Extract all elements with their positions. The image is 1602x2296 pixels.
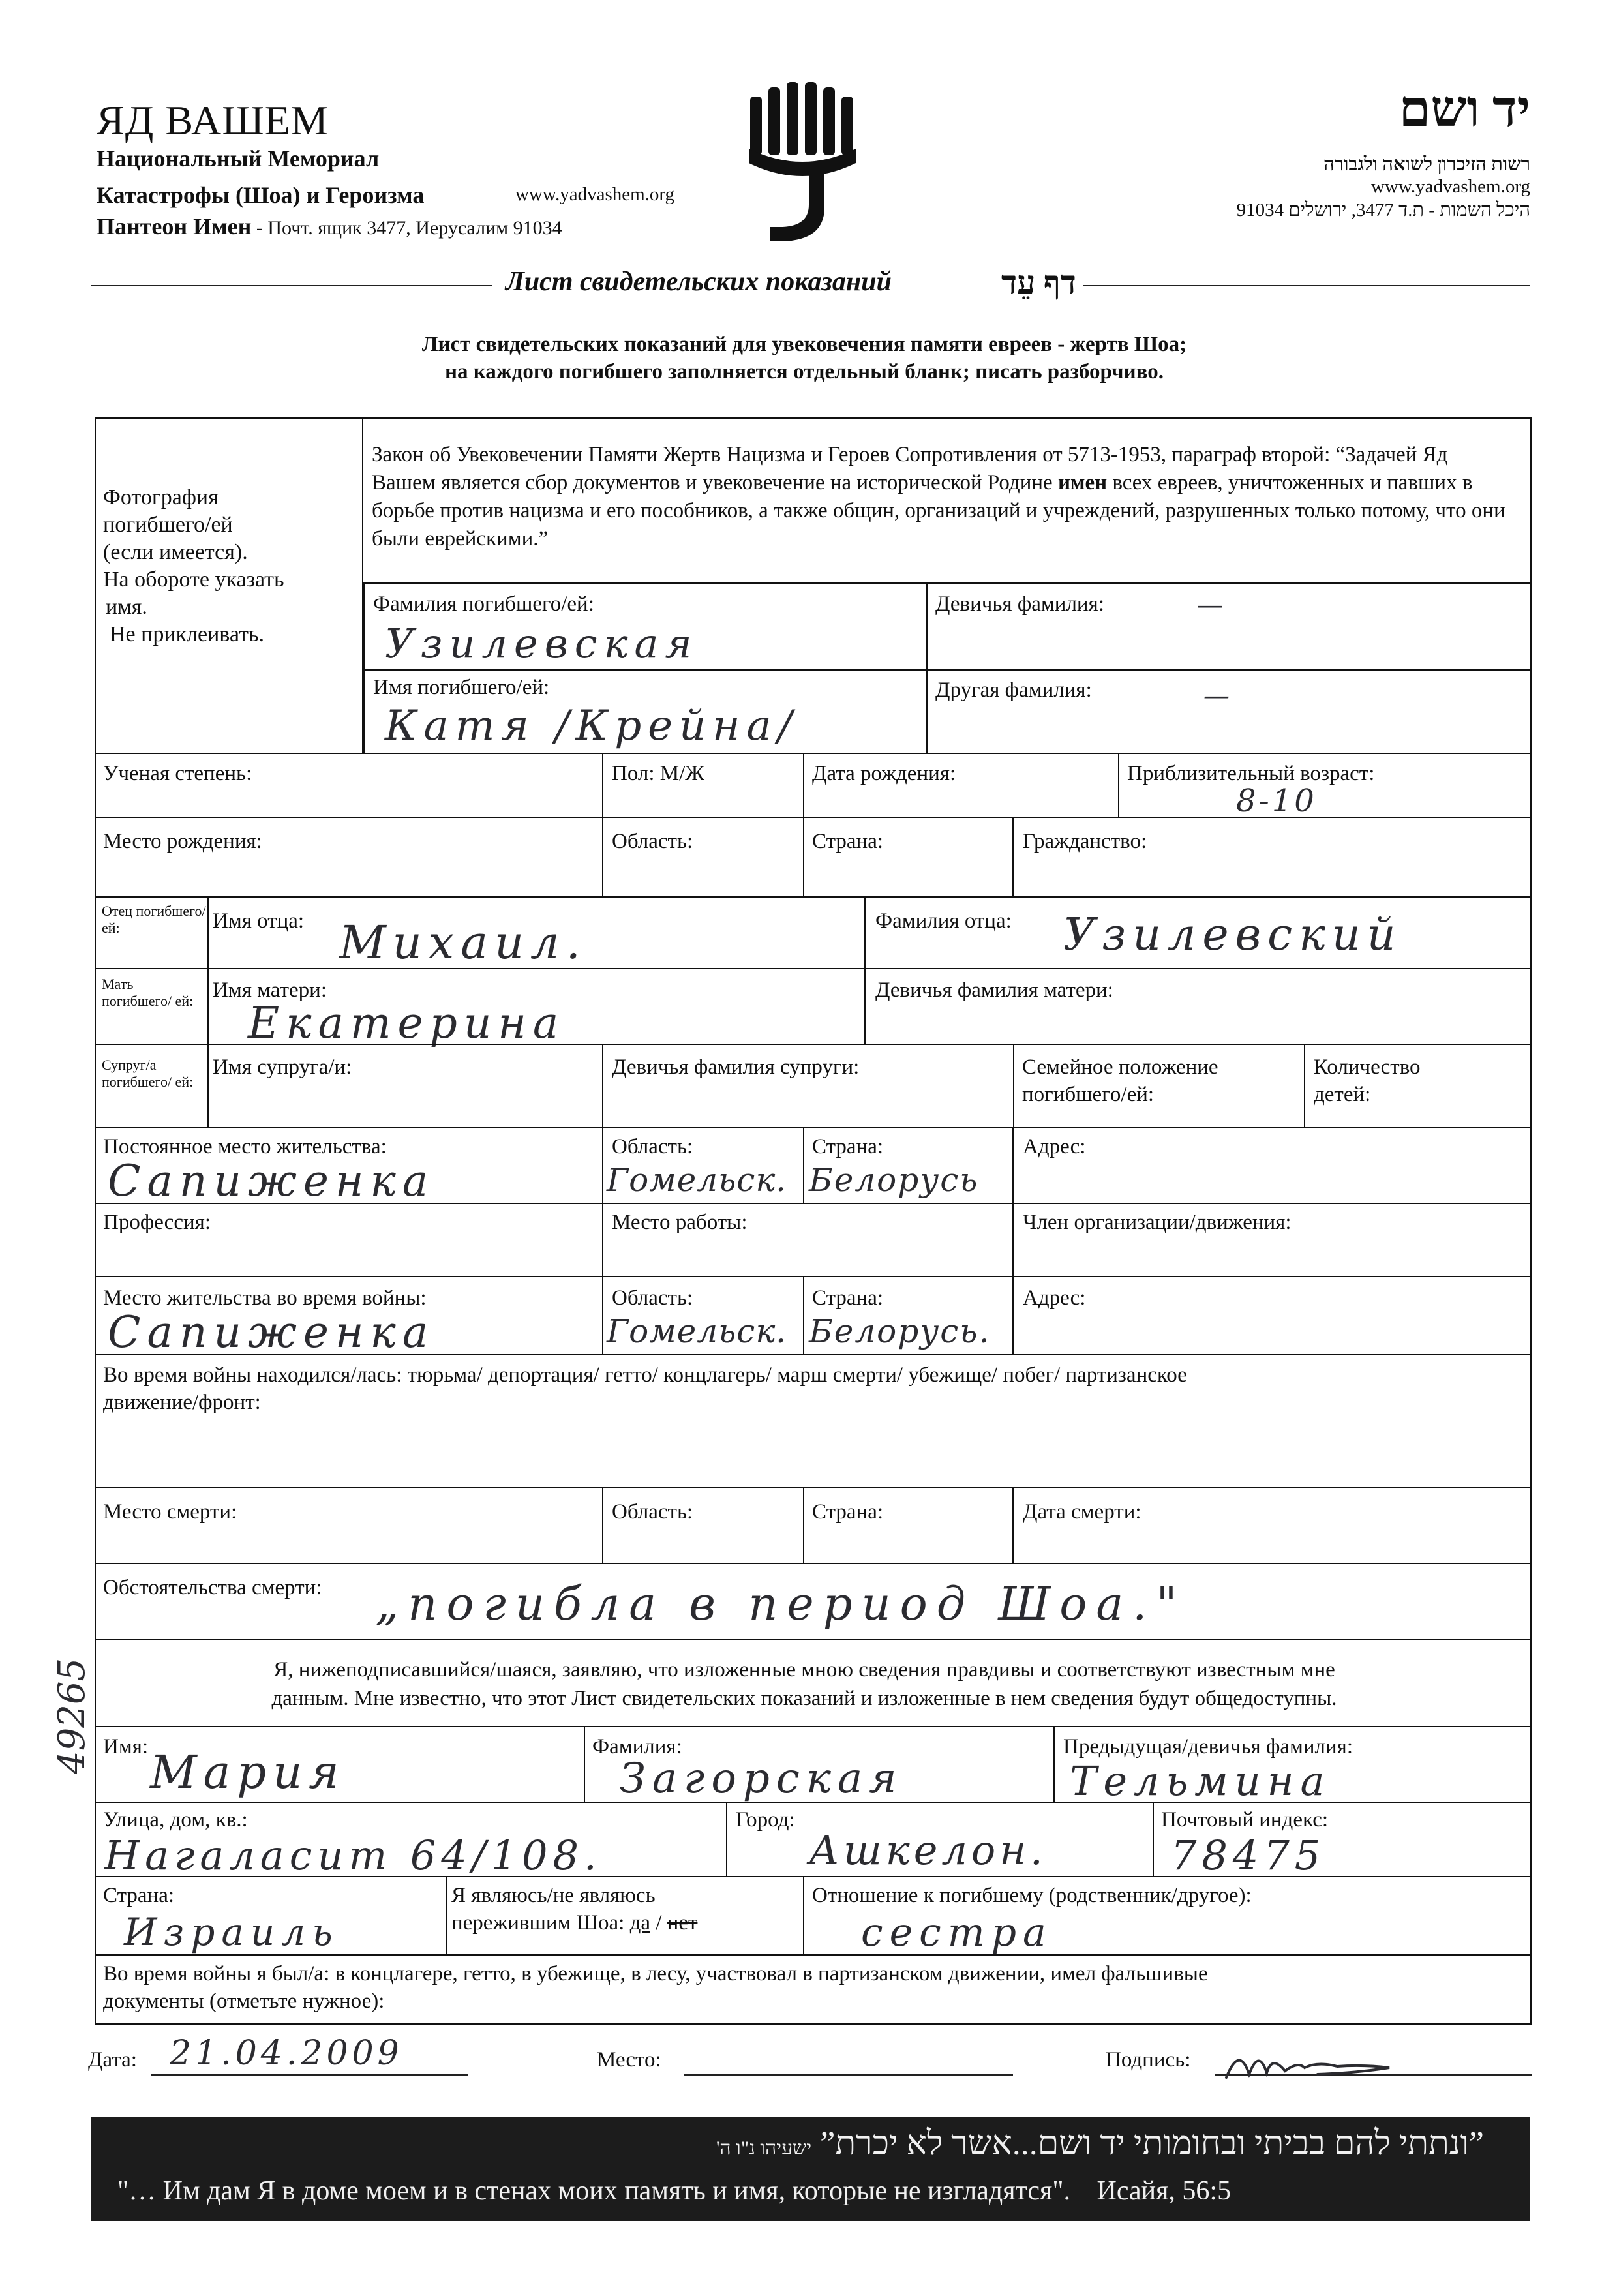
- death-date-label: Дата смерти:: [1023, 1500, 1141, 1524]
- photo-line-3: (если имеется).: [103, 540, 248, 564]
- submitter-zip-value[interactable]: 78475: [1171, 1832, 1326, 1879]
- organization-label: Член организации/движения:: [1023, 1211, 1292, 1234]
- birth-country-cell[interactable]: [803, 817, 1014, 898]
- declaration-text: [97, 1655, 1512, 1713]
- photo-line-6: Не приклеивать.: [110, 622, 264, 646]
- residence-region-value[interactable]: Гомельск.: [607, 1161, 787, 1199]
- footer-ru-source: Исайя, 56:5: [1096, 2176, 1232, 2206]
- age-value[interactable]: 8-10: [1236, 783, 1317, 819]
- spouse-name-label: Имя супруга/и:: [213, 1055, 352, 1079]
- marital-status-label-1: Семейное положение: [1022, 1055, 1218, 1079]
- relation-label: Отношение к погибшему (родственник/другое):: [812, 1884, 1252, 1907]
- survivor-yes-option[interactable]: да: [629, 1911, 650, 1935]
- photo-line-2: погибшего/ей: [103, 513, 233, 537]
- survivor-label-2: [451, 1911, 697, 1935]
- date-label: Дата:: [88, 2048, 137, 2072]
- law-text-before: Закон об Увековечении Памяти Жертв Нацизма и Героев Сопротивления от 5713-1953, параграф второй: “Задачей Яд Вашем является сбор документов и увековечение на исторической Родине: [372, 443, 1448, 494]
- header-ru-line1: Национальный Мемориал: [97, 145, 380, 172]
- spouse-maiden-label: Девичья фамилия супруги:: [612, 1055, 860, 1079]
- instruction-line2: на каждого погибшего заполняется отдельный бланк; писать разборчиво.: [444, 360, 1164, 384]
- death-region-cell[interactable]: [602, 1487, 804, 1564]
- victim-name-value[interactable]: Катя /Крейна/: [385, 702, 799, 750]
- submitter-name-value[interactable]: Мария: [150, 1745, 346, 1799]
- submitter-street-label: Улица, дом, кв.:: [103, 1808, 248, 1832]
- birthdate-label: Дата рождения:: [812, 762, 956, 785]
- photo-line-1: Фотография: [103, 485, 219, 509]
- footer-band: [91, 2117, 1530, 2221]
- yad-vashem-logo: [744, 77, 861, 247]
- victim-maiden-value[interactable]: —: [1197, 590, 1223, 620]
- law-text-bold: имен: [1057, 471, 1108, 494]
- header-ru-line3-bold: Пантеон Имен: [97, 213, 252, 239]
- death-country-label: Страна:: [812, 1500, 884, 1524]
- relation-value[interactable]: сестра: [861, 1910, 1053, 1956]
- date-value[interactable]: 21.04.2009: [170, 2034, 403, 2073]
- submitter-wartime-line2: документы (отметьте нужное):: [103, 1989, 385, 2013]
- residence-country-value[interactable]: Белорусь: [809, 1161, 979, 1199]
- header-he-title: יד ושם: [1398, 80, 1530, 137]
- footer-he-source: ישעיהו נ"ו ה': [716, 2137, 812, 2159]
- war-status-line1: Во время войны находился/лась: тюрьма/ депортация/ гетто/ концлагерь/ марш смерти/ убежище/ побег/ партизанское: [103, 1363, 1187, 1387]
- sex-label: Пол: М/Ж: [612, 762, 704, 785]
- marital-status-label-2: погибшего/ей:: [1022, 1083, 1155, 1106]
- submitter-prev-value[interactable]: Тельмина: [1070, 1757, 1331, 1805]
- submitter-city-label: Город:: [736, 1808, 795, 1832]
- title-divider-right: [1083, 285, 1530, 286]
- death-circumstances-label: Обстоятельства смерти:: [103, 1576, 322, 1599]
- survivor-separator: /: [650, 1911, 667, 1935]
- war-region-value[interactable]: Гомельск.: [607, 1312, 787, 1350]
- photo-instructions: [103, 484, 351, 648]
- submitter-country-value[interactable]: Израиль: [124, 1910, 339, 1954]
- declaration-line2: данным. Мне известно, что этот Лист свидетельских показаний и изложенные в нем сведения будут общедоступны.: [271, 1687, 1337, 1710]
- header-ru-line2: Катастрофы (Шоа) и Героизма: [97, 182, 425, 208]
- residence-country-label: Страна:: [812, 1135, 884, 1158]
- residence-label: Постоянное место жительства:: [103, 1135, 387, 1158]
- header-ru-line3: [97, 213, 562, 240]
- victim-name-label: Имя погибшего/ей:: [373, 676, 550, 699]
- father-name-value[interactable]: Михаил.: [339, 916, 587, 969]
- spouse-side-label: Супруг/а погибшего/ ей:: [102, 1057, 194, 1090]
- birth-region-label: Область:: [612, 830, 693, 853]
- instruction-line1: Лист свидетельских показаний для увековечения памяти евреев - жертв Шоа;: [421, 333, 1187, 356]
- war-residence-value[interactable]: Сапиженка: [108, 1307, 435, 1357]
- war-status-line2: движение/фронт:: [103, 1391, 261, 1414]
- place-line[interactable]: [684, 2074, 1013, 2076]
- death-country-cell[interactable]: [803, 1487, 1014, 1564]
- place-label: Место:: [597, 2048, 661, 2072]
- citizenship-label: Гражданство:: [1023, 830, 1147, 853]
- header-ru-title: ЯД ВАШЕМ: [97, 97, 329, 144]
- birthplace-cell[interactable]: [95, 817, 603, 898]
- victim-other-label: Другая фамилия:: [935, 678, 1092, 702]
- death-region-label: Область:: [612, 1500, 693, 1524]
- victim-other-value[interactable]: —: [1203, 681, 1230, 711]
- submitter-name-label: Имя:: [103, 1735, 149, 1759]
- war-country-label: Страна:: [812, 1286, 884, 1310]
- signature-scribble-icon: [1220, 2042, 1415, 2087]
- header-ru-line3-rest: - Почт. ящик 3477, Иерусалим 91034: [251, 217, 562, 239]
- footer-ru-quote-text: "… Им дам Я в доме моем и в стенах моих память и имя, которые не изгладятся".: [117, 2176, 1070, 2206]
- residence-value[interactable]: Сапиженка: [108, 1156, 435, 1206]
- submitter-zip-label: Почтовый индекс:: [1161, 1808, 1329, 1832]
- mother-maiden-label: Девичья фамилия матери:: [875, 978, 1113, 1002]
- header-he-line3: היכל השמות - ת.ד 3477, ירושלים 91034: [1236, 200, 1530, 220]
- profession-label: Профессия:: [103, 1211, 211, 1234]
- submitter-wartime-line1: Во время войны я был/а: в концлагере, гетто, в убежище, в лесу, участвовал в партизанском движении, имел фальшивые: [103, 1962, 1208, 1986]
- residence-region-label: Область:: [612, 1135, 693, 1158]
- war-region-label: Область:: [612, 1286, 693, 1310]
- header-he-website: www.yadvashem.org: [1370, 176, 1530, 197]
- residence-address-label: Адрес:: [1023, 1135, 1086, 1158]
- submitter-city-value[interactable]: Ашкелон.: [809, 1826, 1047, 1874]
- photo-line-4: На обороте указать: [103, 567, 284, 592]
- header-he-line1: רשות הזיכרון לשואה ולגבורה: [1323, 154, 1530, 175]
- father-surname-label: Фамилия отца:: [875, 909, 1012, 933]
- father-surname-value[interactable]: Узилевский: [1063, 909, 1402, 961]
- birth-region-cell[interactable]: [602, 817, 804, 898]
- title-divider-left: [91, 285, 492, 286]
- father-side-label: Отец погибшего/ ей:: [102, 903, 206, 936]
- birthplace-label: Место рождения:: [103, 830, 262, 853]
- degree-label: Ученая степень:: [103, 762, 252, 785]
- mother-side-label: Мать погибшего/ ей:: [102, 976, 194, 1009]
- submitter-surname-value[interactable]: Загорская: [620, 1755, 903, 1803]
- date-line: [151, 2074, 468, 2076]
- header-ru-website: www.yadvashem.org: [515, 184, 675, 205]
- mother-name-label: Имя матери:: [213, 978, 327, 1002]
- law-text-after: всех евреев, уничтоженных и павших в борьбе против нацизма и его пособников, а также общин, организаций и учреждений, разрушенных только потому, что они были еврейскими.”: [372, 471, 1505, 551]
- submitter-surname-label: Фамилия:: [592, 1735, 682, 1759]
- signature-label: Подпись:: [1106, 2048, 1191, 2072]
- residence-address-cell[interactable]: [1012, 1127, 1532, 1204]
- death-place-cell[interactable]: [95, 1487, 603, 1564]
- death-place-label: Место смерти:: [103, 1500, 237, 1524]
- war-address-label: Адрес:: [1023, 1286, 1086, 1310]
- death-date-cell[interactable]: [1012, 1487, 1532, 1564]
- side-stamp-number: 49265: [51, 1657, 93, 1774]
- survivor-no-option[interactable]: нет: [667, 1911, 698, 1935]
- submitter-country-label: Страна:: [103, 1884, 175, 1907]
- law-text: [372, 441, 1507, 553]
- form-title: Лист свидетельских показаний: [506, 267, 892, 297]
- children-label-2: детей:: [1314, 1083, 1371, 1106]
- war-address-cell[interactable]: [1012, 1276, 1532, 1355]
- submitter-street-value[interactable]: Нагаласит 64/108.: [104, 1832, 602, 1879]
- war-residence-label: Место жительства во время войны:: [103, 1286, 427, 1310]
- photo-line-5: имя.: [106, 595, 147, 619]
- survivor-label-2-text: пережившим Шоа:: [451, 1911, 625, 1935]
- citizenship-cell[interactable]: [1012, 817, 1532, 898]
- age-label: Приблизительный возраст:: [1127, 762, 1375, 785]
- children-label-1: Количество: [1314, 1055, 1421, 1079]
- victim-surname-label: Фамилия погибшего/ей:: [373, 592, 594, 616]
- father-name-label: Имя отца:: [213, 909, 305, 933]
- submitter-prev-label: Предыдущая/девичья фамилия:: [1063, 1735, 1353, 1759]
- footer-he-quote-text: ”ונתתי להם בביתי ובחומותי יד ושם...אשר לא יכרת”: [820, 2125, 1484, 2162]
- survivor-label-1: Я являюсь/не являюсь: [451, 1884, 656, 1907]
- death-circumstances-value[interactable]: „погибла в период Шоа.": [375, 1577, 1186, 1631]
- victim-maiden-label: Девичья фамилия:: [935, 592, 1104, 616]
- mother-name-value[interactable]: Екатерина: [248, 998, 566, 1048]
- declaration-line1: Я, нижеподписавшийся/шаяся, заявляю, что изложенные мною сведения правдивы и соответствуют известным мне: [273, 1658, 1335, 1682]
- victim-surname-value[interactable]: Узилевская: [385, 620, 699, 667]
- form-title-he: דף עֵד: [1001, 264, 1076, 301]
- workplace-label: Место работы:: [612, 1211, 748, 1234]
- footer-he-quote: [716, 2124, 1484, 2163]
- birth-country-label: Страна:: [812, 830, 884, 853]
- war-country-value[interactable]: Белорусь.: [809, 1312, 991, 1350]
- footer-ru-quote: [117, 2175, 1231, 2207]
